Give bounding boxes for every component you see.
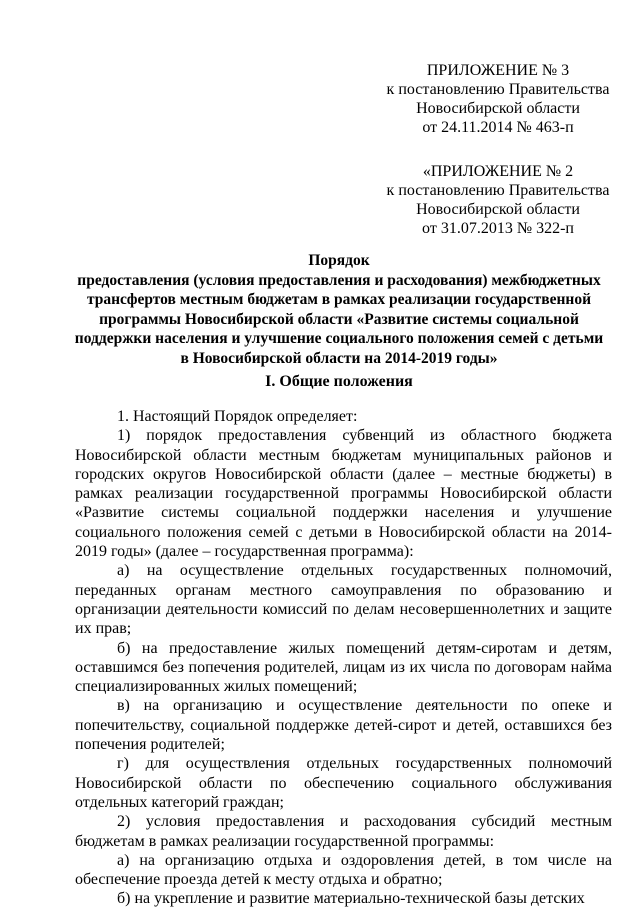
paragraph-7: 2) условия предоставления и расходования субсидий местным бюджетам в рамках реализации государственной программы: — [75, 813, 612, 850]
paragraph-2: 1) порядок предоставления субвенций из областного бюджета Новосибирской области местным бюджетам муниципальных районов и городских округов Новосибирской области (далее – местные бюджеты) в рамках реализации государственной программы Новосибирской области «Развитие системы социальной поддержки населения и улучшение социального положения семей с детьми в Новосибирской области на 2014-2019 годы» (далее – государственная программа): — [75, 427, 612, 561]
document-body — [75, 407, 612, 909]
annex-current-date: от 24.11.2014 № 463-п — [422, 119, 574, 136]
title-line-2: предоставления (условия предоставления и расходования) межбюджетных — [77, 271, 601, 289]
annex-previous-region: Новосибирской области — [416, 201, 580, 218]
annex-current-region: Новосибирской области — [416, 100, 580, 117]
title-line-1: Порядок — [308, 252, 370, 269]
paragraph-4: б) на предоставление жилых помещений детям-сиротам и детям, оставшимся без попечения родителей, лицам из их числа по договорам найма специализированных жилых помещений; — [75, 639, 612, 696]
title-line-5: поддержки населения и улучшение социального положения семей с детьми — [74, 330, 604, 347]
paragraph-5: в) на организацию и осуществление деятельности по опеке и попечительству, социальной поддержке детей-сирот и детей, оставшихся без попечения родителей; — [75, 697, 612, 754]
annex-previous-number: «ПРИЛОЖЕНИЕ № 2 — [422, 163, 574, 180]
annex-current-basis: к постановлению Правительства — [386, 81, 610, 98]
paragraph-1: 1. Настоящий Порядок определяет: — [117, 408, 358, 425]
section-heading: I. Общие положения — [265, 373, 413, 390]
annex-current-header — [373, 61, 623, 137]
paragraph-3: а) на осуществление отдельных государственных полномочий, переданных органам местного самоуправления по образованию и организации деятельности комиссий по делам несовершеннолетних и защите их прав; — [75, 562, 612, 638]
title-line-4: программы Новосибирской области «Развитие системы социальной — [99, 310, 579, 328]
document-title — [66, 251, 612, 368]
paragraph-6: г) для осуществления отдельных государственных полномочий Новосибирской области по обеспечению социального обслуживания отдельных категорий граждан; — [75, 755, 612, 811]
paragraph-8: а) на организацию отдыха и оздоровления детей, в том числе на обеспечение проезда детей к месту отдыха и обратно; — [75, 851, 612, 889]
annex-previous-header — [373, 162, 623, 238]
annex-current-number: ПРИЛОЖЕНИЕ № 3 — [426, 62, 570, 79]
annex-previous-date: от 31.07.2013 № 322-п — [422, 220, 574, 237]
paragraph-9: б) на укрепление и развитие материально-технической базы детских — [117, 890, 585, 908]
annex-previous-basis: к постановлению Правительства — [386, 182, 610, 199]
title-line-6: в Новосибирской области на 2014-2019 годы» — [180, 349, 498, 367]
title-line-3: трансфертов местным бюджетам в рамках реализации государственной — [86, 291, 592, 308]
